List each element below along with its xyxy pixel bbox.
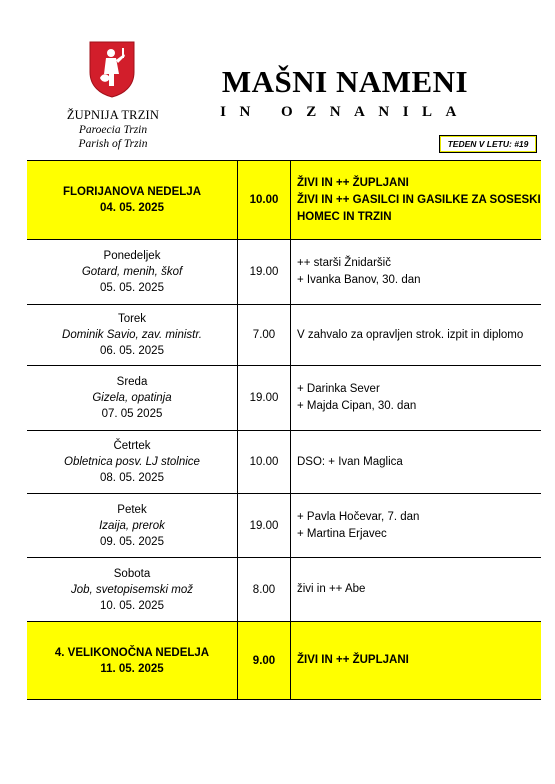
day-date: 09. 05. 2025 <box>100 535 164 548</box>
day-cell <box>27 558 238 622</box>
intention: živi in ++ Abe <box>297 583 366 595</box>
day-date: 10. 05. 2025 <box>100 599 164 612</box>
table-row <box>27 431 541 494</box>
page-subtitle: IN OZNANILA <box>220 104 470 120</box>
mass-time: 7.00 <box>238 305 291 366</box>
intention: ŽIVI IN ++ ŽUPLJANI <box>297 176 409 189</box>
day-date: 11. 05. 2025 <box>100 662 164 675</box>
table-row <box>27 494 541 558</box>
mass-schedule-table <box>27 160 541 700</box>
mass-time: 8.00 <box>238 558 291 622</box>
day-name: Četrtek <box>113 440 151 452</box>
intention: ŽIVI IN ++ GASILCI IN GASILKE ZA SOSESKI <box>297 193 541 206</box>
intention: + Pavla Hočevar, 7. dan <box>297 510 420 523</box>
intention: V zahvalo za opravljen strok. izpit in diplomo <box>297 328 524 341</box>
intentions-cell <box>291 305 542 366</box>
mass-time: 10.00 <box>238 161 291 240</box>
intention: + Ivanka Banov, 30. dan <box>297 274 421 286</box>
mass-time: 10.00 <box>238 431 291 494</box>
parish-name-english: Parish of Trzin <box>78 138 148 150</box>
day-name: Ponedeljek <box>103 250 161 262</box>
parish-name: ŽUPNIJA TRZIN <box>66 108 160 122</box>
day-saint: Obletnica posv. LJ stolnice <box>64 456 200 468</box>
table-row <box>27 305 541 366</box>
intentions-cell <box>291 558 542 622</box>
day-date: 05. 05. 2025 <box>100 282 164 294</box>
day-cell <box>27 305 238 366</box>
week-number-badge: TEDEN V LETU: #19 <box>439 135 537 153</box>
day-saint: Gizela, opatinja <box>92 392 172 404</box>
intention: + Majda Cipan, 30. dan <box>297 400 417 412</box>
parish-name-latin: Paroecia Trzin <box>78 124 148 136</box>
table-row <box>27 558 541 622</box>
day-name: Torek <box>117 313 147 325</box>
day-name: 4. VELIKONOČNA NEDELJA <box>54 646 210 659</box>
table-row <box>27 622 541 700</box>
intention: ŽIVI IN ++ ŽUPLJANI <box>297 654 409 666</box>
parish-coat-of-arms-icon <box>88 40 136 98</box>
day-name: Sreda <box>116 376 148 388</box>
table-row <box>27 366 541 431</box>
intentions-cell <box>291 240 542 305</box>
day-date: 08. 05. 2025 <box>100 472 164 484</box>
intention: HOMEC IN TRZIN <box>297 210 392 223</box>
mass-time: 19.00 <box>238 366 291 431</box>
intentions-cell <box>291 494 542 558</box>
day-name: Petek <box>117 503 147 516</box>
day-date: 07. 05 2025 <box>101 408 163 420</box>
page-title: MAŠNI NAMENI <box>221 64 469 99</box>
day-date: 04. 05. 2025 <box>100 202 164 214</box>
day-cell <box>27 366 238 431</box>
table-row <box>27 240 541 305</box>
day-name: Sobota <box>113 567 151 580</box>
mass-time: 19.00 <box>238 494 291 558</box>
mass-time: 19.00 <box>238 240 291 305</box>
intentions-cell <box>291 366 542 431</box>
intention: ++ starši Žnidaršič <box>297 257 391 269</box>
day-saint: Gotard, menih, škof <box>81 266 183 278</box>
day-date: 06. 05. 2025 <box>100 345 164 357</box>
intention: + Darinka Sever <box>297 383 380 395</box>
day-cell <box>27 494 238 558</box>
day-name: FLORIJANOVA NEDELJA <box>62 186 201 198</box>
intention: DSO: + Ivan Maglica <box>297 455 403 468</box>
day-saint: Job, svetopisemski mož <box>70 583 194 596</box>
day-cell <box>27 240 238 305</box>
intentions-cell <box>291 161 542 240</box>
day-saint: Dominik Savio, zav. ministr. <box>62 329 202 341</box>
intention: + Martina Erjavec <box>297 527 387 540</box>
day-cell <box>27 161 238 240</box>
parish-block <box>60 108 166 151</box>
intentions-cell <box>291 431 542 494</box>
mass-time: 9.00 <box>238 622 291 700</box>
day-cell <box>27 622 238 700</box>
day-saint: Izaija, prerok <box>99 519 165 532</box>
intentions-cell <box>291 622 542 700</box>
table-row <box>27 161 541 240</box>
day-cell <box>27 431 238 494</box>
